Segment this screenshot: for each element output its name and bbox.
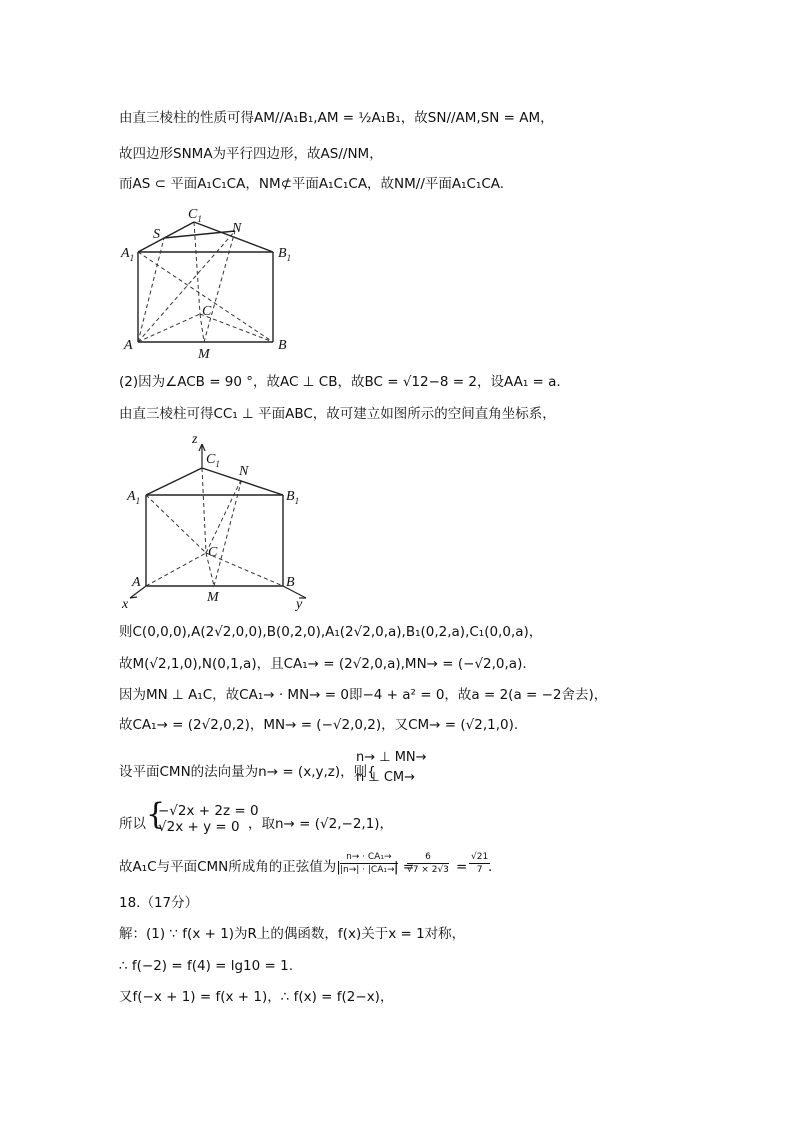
fraction-1-num: n→ · CA₁→ [340,851,398,864]
text-line-5: 由直三棱柱可得CC₁ ⊥ 平面ABC，故可建立如图所示的空间直角坐标系， [119,406,556,422]
coordinate-figure-2 [118,428,318,613]
system-brace: { [146,797,166,832]
label-y: y [296,597,303,612]
abs-close: | = [394,859,415,875]
fraction-3-den: 7 [476,865,483,875]
label-m: M [198,347,210,360]
fraction-1 [340,851,398,876]
text-line-6: 则C(0,0,0),A(2√2,0,0),B(0,2,0),A₁(2√2,0,a),B₁(0,2,a),C₁(0,0,a)， [119,624,543,640]
text-line-11-tail: ，取n→ = (√2,−2,1)， [248,816,394,832]
edge-a1-c1 [138,222,194,252]
fraction-2-den: √7 × 2√3 [407,865,449,875]
label-c1: $C_1$ [206,452,220,469]
equation-2: √2x + y = 0 [158,819,240,835]
text-line-2: 故四边形SNMA为平行四边形，故AS//NM， [119,146,383,162]
segment-a1-b [138,252,273,342]
text-line-7: 故M(√2,1,0),N(0,1,a)，且CA₁→ = (2√2,0,a),MN→ = (−√2,0,a). [119,656,527,672]
edge-c-b [206,553,283,586]
equation-1: −√2x + 2z = 0 [158,803,259,819]
text-line-8: 因为MN ⊥ A₁C，故CA₁→ · MN→ = 0即−4 + a² = 0，故a = 2(a = −2舍去)， [119,687,608,703]
text-line-4: (2)因为∠ACB = 90 °，故AC ⊥ CB，故BC = √12−8 = 2，设AA₁ = a. [119,374,561,390]
label-n: N [239,464,249,479]
label-z: z [192,432,198,447]
text-line-11: 所以 [119,816,146,832]
edge-c1-c [194,222,200,314]
segment-m-n [204,231,235,342]
prism-figure-1 [118,200,308,360]
label-c: C [208,545,218,560]
period: . [488,859,493,875]
edge-a1-c1 [146,468,202,495]
text-line-16: 又f(−x + 1) = f(x + 1)，∴ f(x) = f(2−x)， [119,989,394,1005]
label-x: x [122,597,129,612]
text-line-3: 而AS ⊂ 平面A₁C₁CA，NM⊄平面A₁C₁CA，故NM//平面A₁C₁CA. [119,176,505,192]
equals-sign: = [456,859,468,875]
edge-a-c [146,553,206,586]
label-s: S [153,227,160,242]
problem-18-header: 18.（17分） [119,895,199,911]
label-b1: $B_1$ [286,489,300,506]
text-line-9: 故CA₁→ = (2√2,0,2)，MN→ = (−√2,0,2)，又CM→ = (√2,1,0). [119,717,519,733]
fraction-3 [469,851,493,876]
segment-a1-c [146,495,206,553]
fraction-2 [407,851,449,876]
segment-c-n [206,478,242,553]
text-line-1: 由直三棱柱的性质可得AM//A₁B₁,AM = ½A₁B₁，故SN//AM,SN = AM， [119,110,554,126]
label-c1: $C_1$ [188,207,202,224]
label-a: A [132,575,141,590]
edge-c1-c [202,468,206,553]
edge-a-c [138,314,200,342]
label-n: N [232,221,242,236]
label-a1: $A_1$ [121,246,135,263]
text-line-14: 解：(1) ∵ f(x + 1)为R上的偶函数，f(x)关于x = 1对称， [119,926,466,942]
text-line-10: 设平面CMN的法向量为n→ = (x,y,z)，则{ [119,764,376,780]
perp-condition-1: n→ ⊥ MN→ [356,750,427,765]
label-c: C [202,304,212,319]
equation-system [158,803,259,835]
label-m: M [207,590,219,605]
fraction-2-num: 6 [407,851,449,864]
perp-condition-2: n ⊥ CM→ [356,770,416,785]
perp-conditions [356,748,427,788]
label-b: B [278,338,287,353]
label-a1: $A_1$ [127,489,141,506]
segment-a-s [138,238,164,342]
fraction-3-num: √21 [471,852,489,862]
text-line-12: 故A₁C与平面CMN所成角的正弦值为| [119,859,341,875]
label-b1: $B_1$ [278,246,292,263]
label-a: A [124,338,133,353]
text-line-15: ∴ f(−2) = f(4) = lg10 = 1. [119,958,294,974]
segment-a-n [138,231,235,342]
label-b: B [286,575,295,590]
fraction-1-den: |n→| · |CA₁→| [340,865,398,875]
segment-m-n [214,478,242,586]
